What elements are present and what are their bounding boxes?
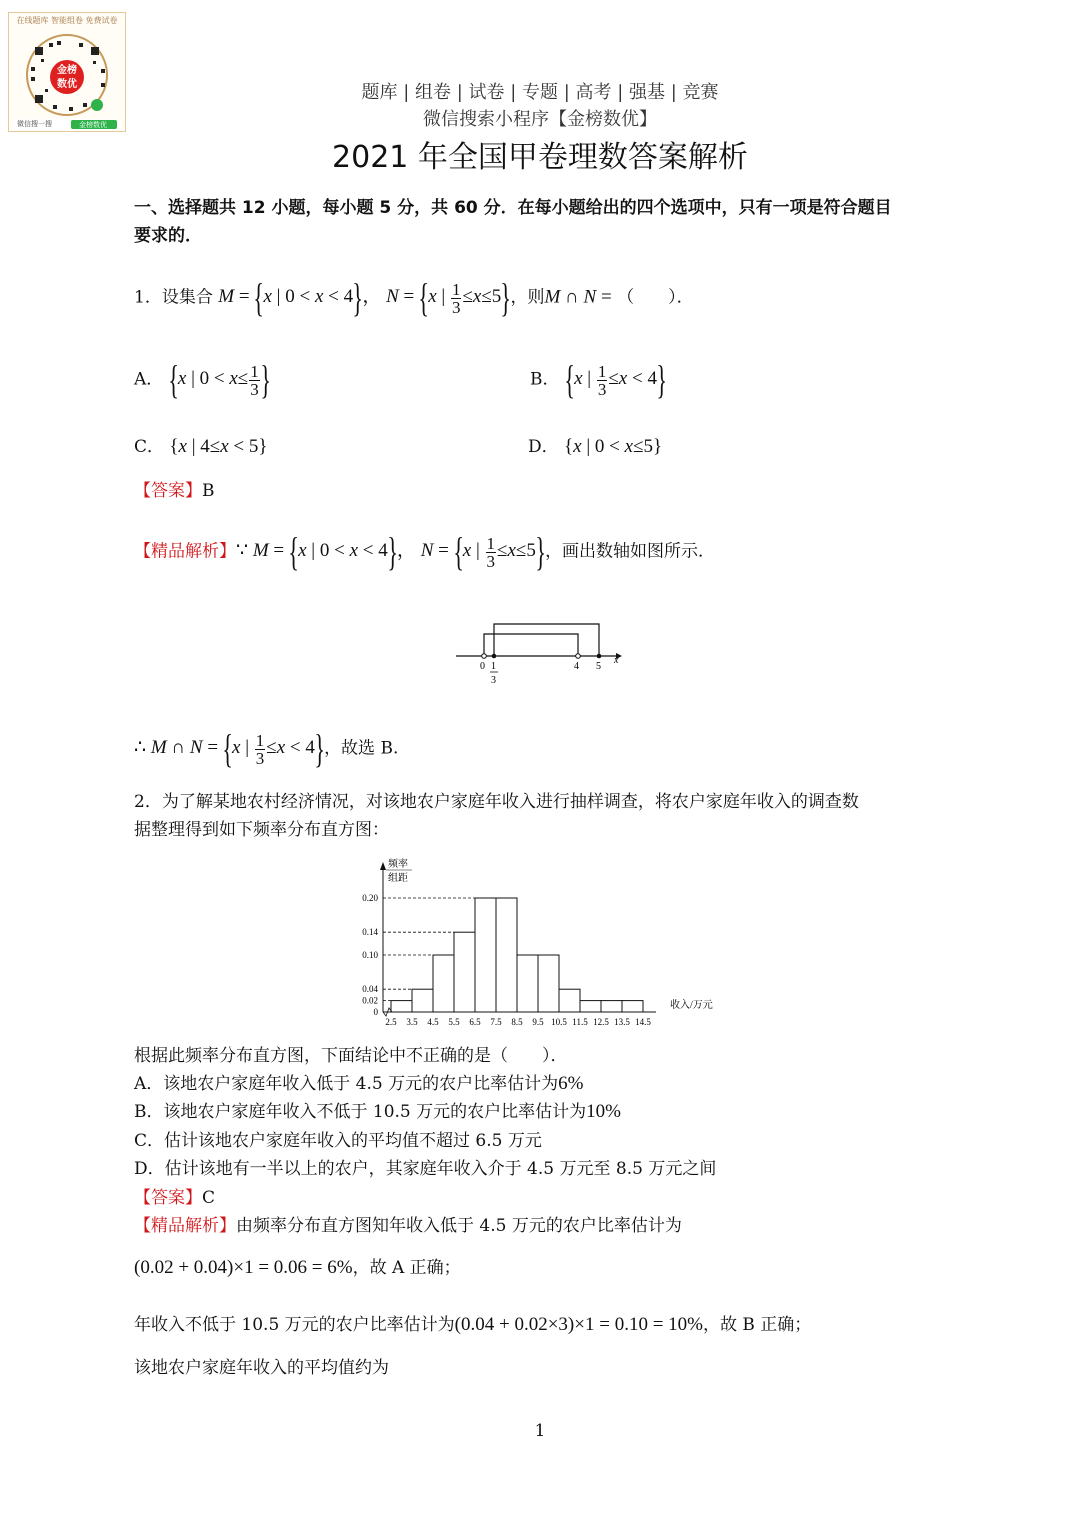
x-tick-label: 12.5 <box>593 1017 609 1027</box>
page-number: 1 <box>534 1421 546 1441</box>
x-tick-label: 13.5 <box>614 1017 630 1027</box>
y-axis-label-bottom: 组距 <box>388 873 408 884</box>
q1-option-c[interactable]: C． {x | 4≤x < 5} <box>134 436 268 457</box>
x-tick-label: 8.5 <box>511 1017 523 1027</box>
histogram-bar <box>496 898 517 1012</box>
analysis-label: 【精品解析】 <box>134 541 236 562</box>
x-tick-label: 7.5 <box>490 1017 502 1027</box>
qr-bottom-right: 金榜数优 <box>79 121 107 129</box>
qr-bottom-left: 微信搜一搜 <box>17 120 52 128</box>
option-c-label: C． <box>134 437 165 457</box>
answer-value: B <box>202 481 215 501</box>
q1-option-d[interactable]: D． {x | 0 < x≤5} <box>528 436 663 457</box>
q2-stem-line2: 据整理得到如下频率分布直方图： <box>134 820 389 840</box>
y-tick-label: 0.20 <box>362 893 378 903</box>
q2-answer-value: C <box>202 1188 216 1208</box>
nav-line[interactable]: 题库 | 组卷 | 试卷 | 专题 | 高考 | 强基 | 竞赛 <box>361 82 719 103</box>
tick-0: 0 <box>480 661 485 672</box>
q1-analysis: 【精品解析】∵ M = {x | 0 < x < 4}， N = {x | $\frac{1}{3}$ ≤x≤5}，画出数轴如图所示． <box>134 529 716 574</box>
q2-last-line: 该地农户家庭年收入的平均值约为 <box>134 1358 389 1378</box>
conclusion-tail: ，故选 B. <box>324 738 399 759</box>
section-heading-line1: 一、选择题共 12 小题，每小题 5 分，共 60 分．在每小题给出的四个选项中，只有一项是符合题目 <box>134 198 892 218</box>
qr-logo-line2: 数优 <box>57 79 77 90</box>
histogram-bar <box>433 955 454 1012</box>
tick-1-den: 3 <box>491 675 496 686</box>
histogram-bar <box>538 955 559 1012</box>
axis-x-label: x <box>614 655 619 666</box>
q2-option-d[interactable]: D．估计该地有一半以上的农户，其家庭年收入介于 4.5 万元至 8.5 万元之间 <box>134 1159 717 1179</box>
formula-b-prefix: 年收入不低于 10.5 万元的农户比率估计为 <box>134 1315 455 1335</box>
y-tick-label: 0 <box>373 1007 378 1017</box>
frequency-histogram <box>340 852 740 1032</box>
number-line-figure <box>450 616 630 690</box>
histogram-bar <box>412 989 433 1012</box>
q2-question: 根据此频率分布直方图，下面结论中不正确的是（ ）． <box>134 1046 568 1066</box>
x-tick-label: 5.5 <box>448 1017 460 1027</box>
option-d-label: D． <box>528 437 559 457</box>
option-b-label: B． <box>530 369 560 390</box>
page-title: 2021 年全国甲卷理数答案解析 <box>332 140 748 175</box>
histogram-bar <box>601 1001 622 1012</box>
y-tick-label: 0.02 <box>362 995 378 1006</box>
q1-option-a[interactable]: A． {x | 0 < x≤ $\frac{1}{3}$ } <box>134 357 271 402</box>
tick-5: 5 <box>596 661 601 672</box>
x-tick-label: 3.5 <box>406 1017 418 1027</box>
x-tick-label: 6.5 <box>469 1017 481 1027</box>
q2-formula-1 <box>134 1257 461 1279</box>
histogram-bar <box>517 955 538 1012</box>
q2-option-c[interactable]: C．估计该地农户家庭年收入的平均值不超过 6.5 万元 <box>134 1131 542 1151</box>
option-a-label: A． <box>134 369 164 390</box>
histogram-bar <box>391 1001 412 1012</box>
q2-stem-line1: 2．为了解某地农村经济情况，对该地农户家庭年收入进行抽样调查，将农户家庭年收入的调查数 <box>134 792 859 812</box>
q1-stem: 1．设集合 M = {x | 0 < x < 4}， N = {x | $\frac{1}{3}$ ≤x≤5}，则M ∩ N = （ ）． <box>134 275 694 320</box>
x-tick-label: 9.5 <box>532 1017 544 1027</box>
q1-then: ，则 <box>510 287 545 308</box>
q2-analysis <box>134 1215 682 1237</box>
q2-answer <box>134 1187 215 1209</box>
histogram-bar <box>559 989 580 1012</box>
histogram-bar <box>454 932 475 1012</box>
x-axis-label: 收入/万元 <box>670 1000 713 1011</box>
q1-blank: （ ）． <box>617 287 694 308</box>
histogram-bar <box>622 1001 643 1012</box>
q2-answer-label: 【答案】 <box>134 1188 202 1208</box>
q2-option-a-text: A．该地农户家庭年收入低于 4.5 万元的农户比率估计为 <box>134 1074 559 1094</box>
formula-a: (0.02 + 0.04)×1 = 0.06 = 6% <box>134 1257 353 1278</box>
histogram-bar <box>475 898 496 1012</box>
q2-option-b-value: 10% <box>586 1101 621 1122</box>
qr-top-text: 在线题库 智能组卷 免费试卷 <box>16 16 118 25</box>
x-tick-label: 10.5 <box>551 1017 567 1027</box>
q1-option-b[interactable]: B． {x | $\frac{1}{3}$ ≤x < 4} <box>530 357 667 402</box>
histogram-bar <box>580 1001 601 1012</box>
formula-b-tail: ，故 B 正确； <box>702 1315 812 1335</box>
q2-option-a[interactable] <box>134 1073 583 1095</box>
x-tick-label: 4.5 <box>427 1017 439 1027</box>
y-tick-label: 0.04 <box>362 984 378 995</box>
q2-option-b-text: B．该地农户家庭年收入不低于 10.5 万元的农户比率估计为 <box>134 1102 587 1122</box>
y-axis-label-top: 频率 <box>388 859 408 870</box>
x-tick-label: 14.5 <box>635 1017 651 1027</box>
answer-label: 【答案】 <box>134 481 202 501</box>
tick-1-num: 1 <box>491 661 496 672</box>
formula-a-tail: ，故 A 正确； <box>352 1258 461 1278</box>
q2-analysis-label: 【精品解析】 <box>134 1216 236 1236</box>
formula-b: (0.04 + 0.02×3)×1 = 0.10 = 10% <box>454 1314 703 1335</box>
q2-analysis-text: 由频率分布直方图知年收入低于 4.5 万元的农户比率估计为 <box>236 1216 682 1236</box>
nav-line-miniprogram[interactable]: 微信搜索小程序【金榜数优】 <box>423 109 657 130</box>
q2-option-b[interactable] <box>134 1101 621 1123</box>
q1-number: 1．设集合 <box>134 287 213 308</box>
q2-formula-2 <box>134 1314 811 1336</box>
tick-4: 4 <box>574 661 579 672</box>
y-tick-label: 0.10 <box>362 950 378 960</box>
qr-logo-line1: 金榜 <box>57 65 77 76</box>
analysis-tail: ，画出数轴如图所示． <box>545 541 716 562</box>
q2-option-a-value: 6% <box>558 1073 584 1094</box>
section-heading-line2: 要求的． <box>134 226 202 246</box>
x-tick-label: 2.5 <box>385 1017 397 1027</box>
x-tick-label: 11.5 <box>572 1017 588 1027</box>
q1-conclusion: ∴ M ∩ N = {x | $\frac{1}{3}$ ≤x < 4}，故选 B. <box>134 726 399 771</box>
y-tick-label: 0.14 <box>362 927 378 938</box>
q1-answer <box>134 480 215 502</box>
